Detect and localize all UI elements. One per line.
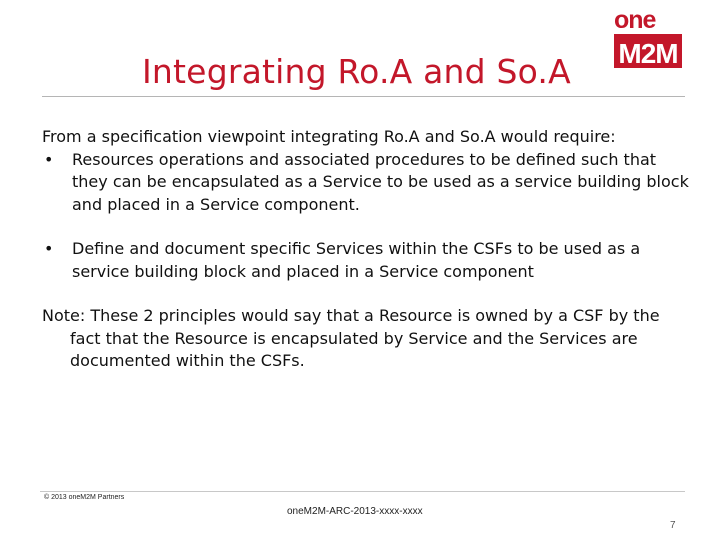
page-number: 7 bbox=[670, 520, 676, 531]
logo-word-m2m: M2M bbox=[618, 38, 678, 69]
bullet-text: Resources operations and associated procedures to be defined such that they can be encapsulated as a Service to be used as a service building block and placed in a Service component. bbox=[72, 149, 689, 214]
title-divider bbox=[42, 96, 685, 97]
intro-paragraph: From a specification viewpoint integrating Ro.A and So.A would require: bbox=[42, 127, 616, 146]
bullet-text: Define and document specific Services within the CSFs to be used as a service building block and placed in a Service component bbox=[72, 239, 641, 281]
bullet-item-2 bbox=[42, 238, 692, 283]
note-paragraph: Note: These 2 principles would say that a Resource is owned by a CSF by the fact that the Resource is encapsulated by Service and the Services are documented within the CSFs. bbox=[42, 306, 660, 370]
slide-title: Integrating Ro.A and So.A bbox=[142, 52, 571, 91]
copyright-text: © 2013 oneM2M Partners bbox=[44, 494, 125, 501]
onem2m-logo bbox=[612, 6, 684, 70]
slide-body bbox=[42, 126, 692, 373]
document-id: oneM2M-ARC-2013-xxxx-xxxx bbox=[287, 506, 423, 517]
logo-word-one: one bbox=[614, 6, 656, 34]
bullet-marker: • bbox=[44, 149, 54, 169]
bullet-item-1 bbox=[42, 149, 692, 217]
logo-m2m-mark bbox=[614, 34, 682, 69]
bullet-marker: • bbox=[44, 239, 54, 258]
footer-divider bbox=[40, 491, 685, 492]
